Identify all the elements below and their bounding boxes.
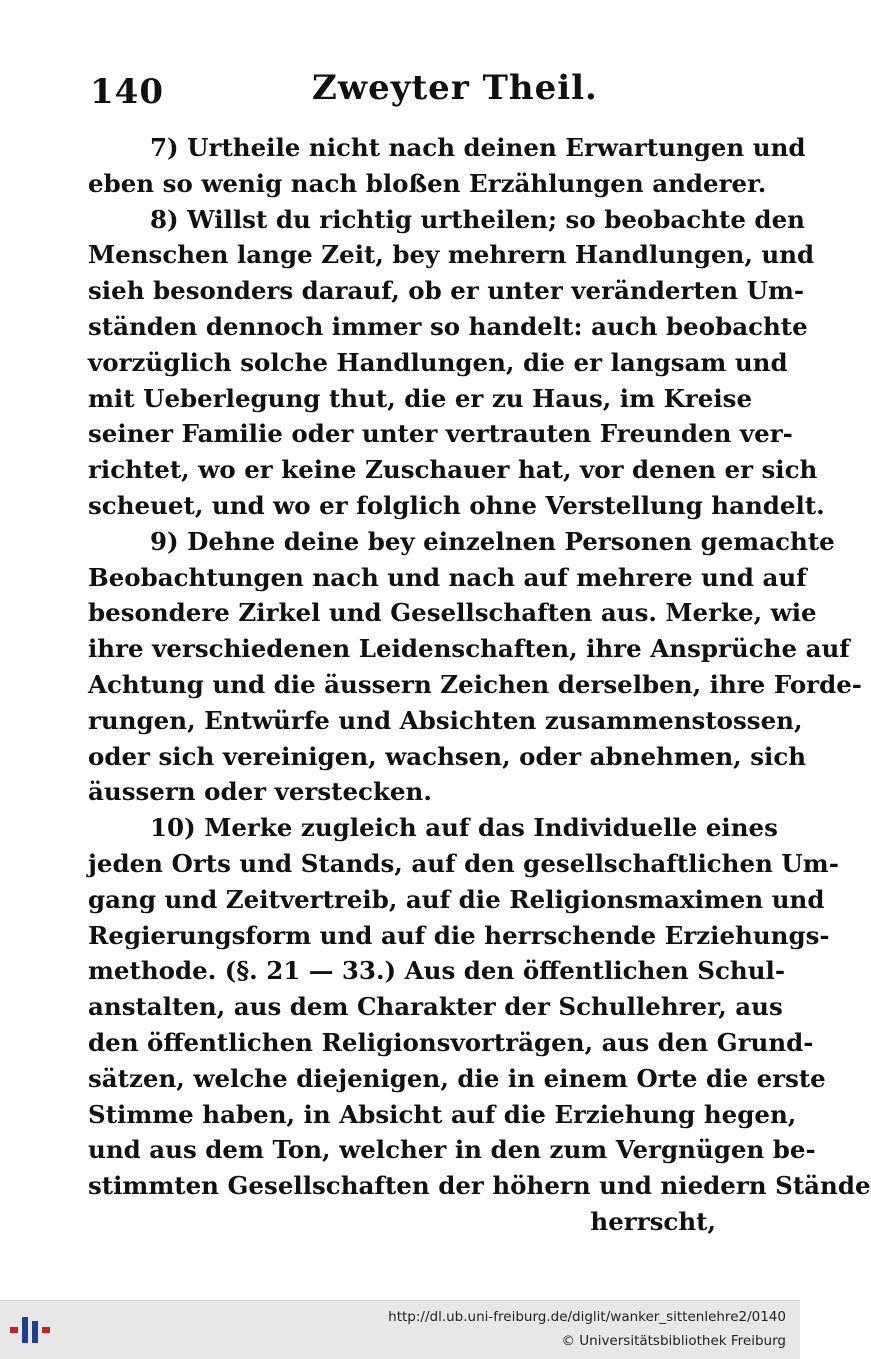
text-line: 9) Dehne deine bey einzelnen Personen gemachte — [150, 526, 835, 556]
viewer-footer — [0, 1300, 800, 1359]
page-number: 140 — [90, 72, 164, 112]
catchword: herrscht, — [590, 1206, 716, 1236]
text-line: oder sich vereinigen, wachsen, oder abnehmen, sich — [88, 741, 807, 771]
text-line: richtet, wo er keine Zuschauer hat, vor denen er sich — [88, 455, 818, 485]
text-line: eben so wenig nach bloßen Erzählungen anderer. — [88, 168, 767, 198]
library-logo-icon[interactable] — [10, 1313, 54, 1347]
text-line: ständen dennoch immer so handelt: auch beobachte — [88, 311, 808, 341]
text-line: gang und Zeitvertreib, auf die Religionsmaximen und — [88, 884, 825, 914]
text-line: Achtung und die äussern Zeichen derselben, ihre Forde- — [88, 669, 862, 699]
text-line: mit Ueberlegung thut, die er zu Haus, im Kreise — [88, 383, 753, 413]
text-line: rungen, Entwürfe und Absichten zusammenstossen, — [88, 705, 803, 735]
text-line: und aus dem Ton, welcher in den zum Vergnügen be- — [88, 1135, 816, 1165]
body-text — [88, 130, 871, 1240]
permalink-url[interactable]: http://dl.ub.uni-freiburg.de/diglit/wanker_sittenlehre2/0140 — [388, 1309, 786, 1325]
text-line: Menschen lange Zeit, bey mehrern Handlungen, und — [88, 240, 815, 270]
text-line: stimmten Gesellschaften der höhern und niedern Stände — [88, 1171, 871, 1201]
text-line: 7) Urtheile nicht nach deinen Erwartungen und — [150, 133, 806, 162]
text-line: jeden Orts und Stands, auf den gesellschaftlichen Um- — [88, 848, 839, 878]
text-line: äussern oder verstecken. — [88, 777, 432, 807]
text-line: anstalten, aus dem Charakter der Schullehrer, aus — [88, 992, 783, 1022]
running-title: Zweyter Theil. — [312, 68, 598, 108]
text-line: methode. (§. 21 — 33.) Aus den öffentlichen Schul- — [88, 956, 785, 986]
text-line: den öffentlichen Religionsvorträgen, aus den Grund- — [88, 1027, 814, 1057]
copyright-notice: © Universitätsbibliothek Freiburg — [561, 1333, 786, 1349]
text-line: besondere Zirkel und Gesellschaften aus. Merke, wie — [88, 598, 817, 628]
text-line: ihre verschiedenen Leidenschaften, ihre Ansprüche auf — [88, 634, 850, 664]
page-header — [90, 62, 710, 118]
text-line: sieh besonders darauf, ob er unter veränderten Um- — [88, 276, 805, 306]
text-line: Regierungsform und auf die herrschende Erziehungs- — [88, 920, 830, 950]
text-line: 8) Willst du richtig urtheilen; so beobachte den — [150, 204, 805, 234]
text-line: seiner Familie oder unter vertrauten Freunden ver- — [88, 419, 793, 449]
text-line: vorzüglich solche Handlungen, die er langsam und — [88, 347, 788, 377]
text-line: scheuet, und wo er folglich ohne Verstellung handelt. — [88, 490, 825, 520]
text-line: Beobachtungen nach und nach auf mehrere und auf — [88, 562, 807, 592]
text-line: 10) Merke zugleich auf das Individuelle eines — [150, 813, 778, 843]
text-line: sätzen, welche diejenigen, die in einem Orte die erste — [88, 1063, 826, 1093]
text-line: Stimme haben, in Absicht auf die Erziehung hegen, — [88, 1099, 797, 1129]
